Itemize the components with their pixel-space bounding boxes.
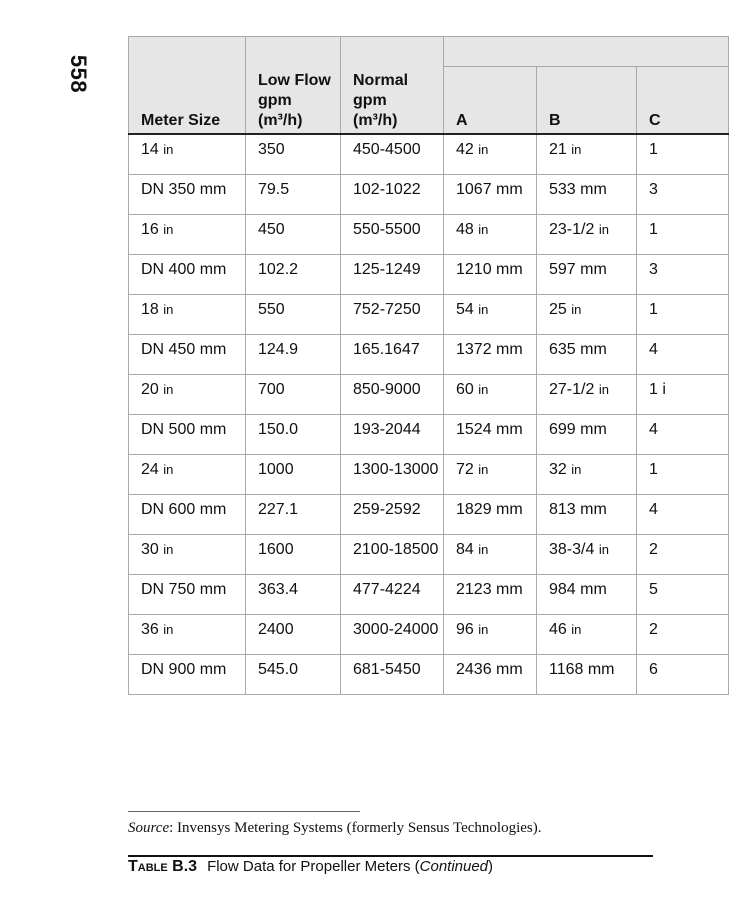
footnote-divider [128, 811, 360, 812]
cell-b: 25 in [537, 294, 637, 334]
caption-rule [128, 855, 653, 857]
unit-label: in [598, 221, 609, 237]
cell-a: 96 in [444, 614, 537, 654]
cell-normal-flow: 681-5450 [341, 654, 444, 694]
cell-meter-size: DN 450 mm [129, 334, 246, 374]
cell-b: 32 in [537, 454, 637, 494]
unit-label: in [571, 461, 582, 477]
table-row [129, 654, 729, 694]
header-normal-flow: Normal gpm (m³/h) [341, 37, 444, 135]
unit-label: in [478, 621, 489, 637]
cell-b: 27-1/2 in [537, 374, 637, 414]
caption-title: Flow Data for Propeller Meters ( [207, 858, 420, 875]
table-row [129, 534, 729, 574]
cell-meter-size: 24 in [129, 454, 246, 494]
cell-c: 3 [637, 174, 729, 214]
table-row [129, 214, 729, 254]
cell-meter-size: DN 400 mm [129, 254, 246, 294]
cell-low-flow: 1000 [246, 454, 341, 494]
cell-low-flow: 150.0 [246, 414, 341, 454]
cell-b: 813 mm [537, 494, 637, 534]
unit-label: in [163, 381, 174, 397]
header-b: B [537, 67, 637, 135]
cell-a: 84 in [444, 534, 537, 574]
cell-normal-flow: 1300-13000 [341, 454, 444, 494]
cell-c: 1 [637, 454, 729, 494]
cell-low-flow: 79.5 [246, 174, 341, 214]
cell-meter-size: 36 in [129, 614, 246, 654]
cell-normal-flow: 450-4500 [341, 134, 444, 174]
unit-label: in [598, 541, 609, 557]
cell-normal-flow: 2100-18500 [341, 534, 444, 574]
cell-c: 4 [637, 334, 729, 374]
unit-label: in [598, 381, 609, 397]
cell-c: 4 [637, 414, 729, 454]
cell-a: 1524 mm [444, 414, 537, 454]
header-low-flow: Low Flow gpm (m³/h) [246, 37, 341, 135]
cell-b: 699 mm [537, 414, 637, 454]
source-label: Source [128, 820, 170, 836]
cell-normal-flow: 752-7250 [341, 294, 444, 334]
caption-tag: Table B.3 [128, 858, 198, 875]
cell-meter-size: 30 in [129, 534, 246, 574]
cell-b: 21 in [537, 134, 637, 174]
cell-a: 54 in [444, 294, 537, 334]
cell-b: 984 mm [537, 574, 637, 614]
cell-c: 2 [637, 614, 729, 654]
cell-b: 1168 mm [537, 654, 637, 694]
cell-low-flow: 124.9 [246, 334, 341, 374]
cell-normal-flow: 477-4224 [341, 574, 444, 614]
unit-label: in [163, 221, 174, 237]
unit-label: in [163, 301, 174, 317]
cell-meter-size: DN 350 mm [129, 174, 246, 214]
cell-meter-size: 16 in [129, 214, 246, 254]
unit-label: in [478, 142, 489, 157]
cell-c: 6 [637, 654, 729, 694]
cell-b: 46 in [537, 614, 637, 654]
table-caption [128, 858, 493, 876]
page-number: 558 [66, 54, 91, 94]
table-row [129, 254, 729, 294]
cell-low-flow: 227.1 [246, 494, 341, 534]
cell-a: 48 in [444, 214, 537, 254]
header-meter-size: Meter Size [129, 37, 246, 135]
table-row [129, 414, 729, 454]
cell-b: 23-1/2 in [537, 214, 637, 254]
cell-meter-size: DN 750 mm [129, 574, 246, 614]
cell-meter-size: DN 500 mm [129, 414, 246, 454]
table-body [129, 134, 729, 694]
cell-c: 1 i [637, 374, 729, 414]
cell-b: 635 mm [537, 334, 637, 374]
table-row [129, 454, 729, 494]
cell-meter-size: DN 600 mm [129, 494, 246, 534]
cell-low-flow: 450 [246, 214, 341, 254]
cell-c: 2 [637, 534, 729, 574]
cell-low-flow: 350 [246, 134, 341, 174]
unit-label: in [163, 461, 174, 477]
cell-c: 3 [637, 254, 729, 294]
unit-label: in [478, 301, 489, 317]
cell-a: 1372 mm [444, 334, 537, 374]
cell-normal-flow: 550-5500 [341, 214, 444, 254]
table-row [129, 334, 729, 374]
unit-label: in [571, 142, 582, 157]
unit-label: in [163, 541, 174, 557]
unit-label: in [163, 142, 174, 157]
cell-a: 2436 mm [444, 654, 537, 694]
table-row [129, 574, 729, 614]
cell-a: 42 in [444, 134, 537, 174]
unit-label: in [478, 221, 489, 237]
caption-continued: Continued [419, 858, 489, 875]
cell-low-flow: 1600 [246, 534, 341, 574]
cell-b: 38-3/4 in [537, 534, 637, 574]
cell-normal-flow: 125-1249 [341, 254, 444, 294]
cell-a: 60 in [444, 374, 537, 414]
cell-c: 4 [637, 494, 729, 534]
cell-a: 72 in [444, 454, 537, 494]
cell-low-flow: 363.4 [246, 574, 341, 614]
header-dimensions-group [444, 37, 729, 67]
cell-low-flow: 545.0 [246, 654, 341, 694]
cell-a: 1829 mm [444, 494, 537, 534]
cell-normal-flow: 193-2044 [341, 414, 444, 454]
cell-meter-size: DN 900 mm [129, 654, 246, 694]
cell-c: 1 [637, 294, 729, 334]
table-row [129, 494, 729, 534]
cell-b: 533 mm [537, 174, 637, 214]
caption-close: ) [488, 858, 494, 875]
unit-label: in [478, 541, 489, 557]
cell-normal-flow: 165.1647 [341, 334, 444, 374]
cell-a: 2123 mm [444, 574, 537, 614]
cell-c: 1 [637, 134, 729, 174]
cell-c: 1 [637, 214, 729, 254]
cell-c: 5 [637, 574, 729, 614]
cell-low-flow: 550 [246, 294, 341, 334]
header-c: C [637, 67, 729, 135]
flow-data-table [128, 36, 666, 791]
cell-normal-flow: 850-9000 [341, 374, 444, 414]
table-row [129, 614, 729, 654]
cell-low-flow: 102.2 [246, 254, 341, 294]
cell-a: 1210 mm [444, 254, 537, 294]
unit-label: in [571, 301, 582, 317]
table-row [129, 374, 729, 414]
cell-low-flow: 700 [246, 374, 341, 414]
cell-b: 597 mm [537, 254, 637, 294]
cell-a: 1067 mm [444, 174, 537, 214]
cell-low-flow: 2400 [246, 614, 341, 654]
source-note [128, 820, 541, 837]
source-text: : Invensys Metering Systems (formerly Sensus Technologies). [169, 820, 542, 836]
cell-normal-flow: 259-2592 [341, 494, 444, 534]
table-row [129, 294, 729, 334]
cell-normal-flow: 102-1022 [341, 174, 444, 214]
cell-meter-size: 18 in [129, 294, 246, 334]
table-row [129, 174, 729, 214]
unit-label: in [478, 461, 489, 477]
table-row [129, 134, 729, 174]
cell-normal-flow: 3000-24000 [341, 614, 444, 654]
unit-label: in [163, 621, 174, 637]
cell-meter-size: 14 in [129, 134, 246, 174]
header-a: A [444, 67, 537, 135]
cell-meter-size: 20 in [129, 374, 246, 414]
unit-label: in [571, 621, 582, 637]
unit-label: in [478, 381, 489, 397]
